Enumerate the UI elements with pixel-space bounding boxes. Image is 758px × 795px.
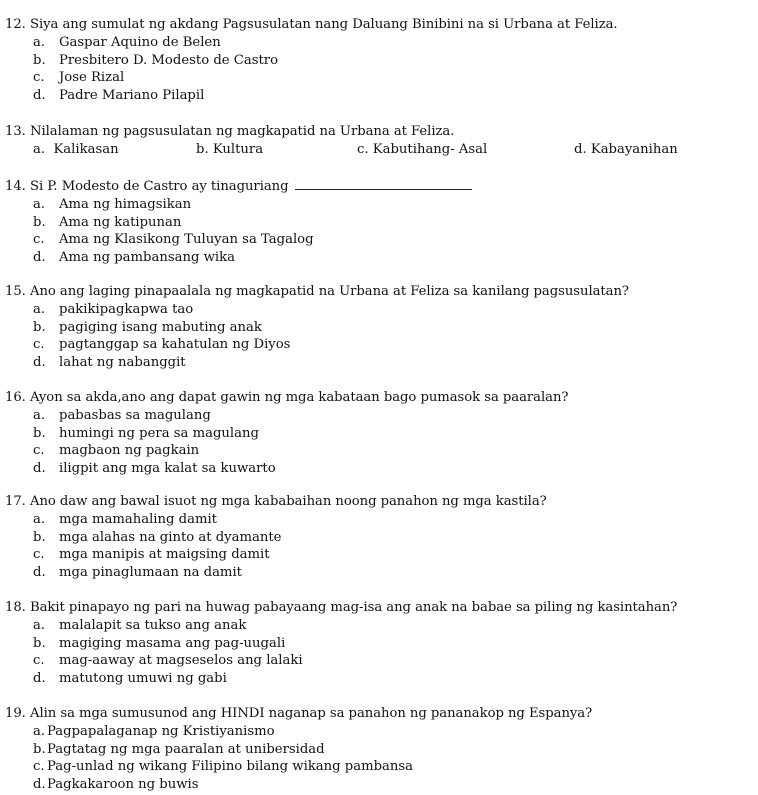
choice-text: pabasbas sa magulang bbox=[59, 408, 211, 423]
question-stem: 13. Nilalaman ng pagsusulatan ng magkapatid na Urbana at Feliza. bbox=[5, 124, 455, 139]
choice-text: Presbitero D. Modesto de Castro bbox=[59, 52, 279, 68]
choice-text: Jose Rizal bbox=[59, 70, 125, 86]
choice-list bbox=[5, 407, 757, 478]
question-stem: 16. Ayon sa akda,ano ang dapat gawin ng mga kabataan bago pumasok sa paaralan? bbox=[5, 390, 569, 405]
question-stem: 12. Siya ang sumulat ng akdang Pagsusulatan nang Daluang Binibini na si Urbana at Feliza. bbox=[5, 17, 618, 32]
choice-letter: b. bbox=[33, 529, 46, 545]
choice-letter: a. bbox=[33, 512, 46, 527]
choice-row bbox=[5, 141, 757, 159]
choice-text: Ama ng himagsikan bbox=[59, 197, 192, 212]
choice-text: humingi ng pera sa magulang bbox=[59, 425, 259, 441]
choice-letter: a. bbox=[33, 724, 46, 739]
choice-text: mga manipis at maigsing damit bbox=[59, 547, 270, 563]
question-14 bbox=[5, 177, 757, 267]
choice-a bbox=[5, 196, 757, 214]
question-stem: 17. Ano daw ang bawal isuot ng mga kababaihan noong panahon ng mga kastila? bbox=[5, 494, 547, 509]
choice-c bbox=[5, 546, 757, 564]
question-stem: 18. Bakit pinapayo ng pari na huwag pabayaang mag-isa ang anak na babae sa piling ng kasintahan? bbox=[5, 600, 678, 615]
choice-letter: b. bbox=[33, 319, 46, 335]
choice-b bbox=[5, 635, 757, 653]
choice-letter: b. bbox=[33, 425, 46, 441]
choice-letter: a. bbox=[33, 302, 46, 317]
choice-a bbox=[33, 141, 119, 159]
choice-d bbox=[5, 670, 757, 688]
choice-b bbox=[5, 529, 757, 547]
question-15 bbox=[5, 283, 757, 372]
question-18 bbox=[5, 599, 757, 688]
choice-b bbox=[5, 741, 757, 759]
choice-d bbox=[574, 141, 678, 159]
choice-text: matutong umuwi ng gabi bbox=[59, 671, 227, 687]
choice-letter: b. bbox=[196, 142, 209, 157]
choice-letter: d. bbox=[33, 461, 46, 477]
choice-a bbox=[5, 511, 757, 529]
choice-letter: a. bbox=[33, 35, 46, 50]
question-17 bbox=[5, 493, 757, 582]
choice-text: Padre Mariano Pilapil bbox=[59, 88, 205, 104]
choice-letter: a. bbox=[33, 197, 46, 212]
choice-letter: b. bbox=[33, 52, 46, 68]
choice-letter: c. bbox=[33, 547, 45, 563]
choice-letter: b. bbox=[33, 214, 46, 230]
choice-b bbox=[5, 319, 757, 337]
question-19 bbox=[5, 705, 757, 794]
choice-b bbox=[5, 214, 757, 232]
choice-c bbox=[5, 336, 757, 354]
choice-d bbox=[5, 776, 757, 794]
choice-list bbox=[5, 511, 757, 582]
choice-b bbox=[196, 141, 263, 159]
choice-d bbox=[5, 564, 757, 582]
choice-text: pagtanggap sa kahatulan ng Diyos bbox=[59, 337, 291, 353]
question-stem-text: 14. Si P. Modesto de Castro ay tinaguriang bbox=[5, 179, 289, 194]
question-16 bbox=[5, 389, 757, 478]
choice-a bbox=[5, 723, 757, 741]
choice-b bbox=[5, 425, 757, 443]
choice-letter: c. bbox=[33, 443, 45, 459]
choice-list bbox=[5, 301, 757, 372]
choice-text: Kabayanihan bbox=[590, 142, 678, 157]
choice-letter: d. bbox=[574, 142, 587, 157]
choice-letter: d. bbox=[33, 671, 46, 687]
choice-text: Kabutihang- Asal bbox=[372, 142, 488, 157]
choice-text: mga pinaglumaan na damit bbox=[59, 565, 242, 581]
choice-d bbox=[5, 87, 757, 105]
choice-letter: d. bbox=[33, 250, 46, 266]
answer-blank bbox=[295, 177, 472, 190]
choice-text: Pagtatag ng mga paaralan at unibersidad bbox=[47, 741, 325, 757]
choice-c bbox=[357, 141, 487, 159]
choice-text: lahat ng nabanggit bbox=[59, 355, 186, 371]
choice-text: pagiging isang mabuting anak bbox=[59, 319, 262, 335]
choice-text: Ama ng katipunan bbox=[59, 214, 182, 230]
choice-text: Ama ng pambansang wika bbox=[59, 250, 235, 266]
choice-c bbox=[5, 69, 757, 87]
choice-c bbox=[5, 652, 757, 670]
choice-letter: c. bbox=[33, 759, 45, 775]
choice-letter: d. bbox=[33, 88, 46, 104]
choice-text: Pagkakaroon ng buwis bbox=[47, 777, 199, 793]
choice-text: pakikipagkapwa tao bbox=[59, 302, 194, 317]
choice-letter: b. bbox=[33, 741, 46, 757]
choice-a bbox=[5, 617, 757, 635]
question-13 bbox=[5, 123, 757, 159]
choice-letter: d. bbox=[33, 777, 46, 793]
choice-c bbox=[5, 758, 757, 776]
choice-letter: a. bbox=[33, 618, 46, 633]
choice-text: mga mamahaling damit bbox=[59, 512, 217, 527]
choice-a bbox=[5, 407, 757, 425]
choice-list bbox=[5, 34, 757, 105]
choice-a bbox=[5, 301, 757, 319]
choice-letter: a. bbox=[33, 408, 46, 423]
question-stem bbox=[5, 177, 757, 196]
choice-text: Gaspar Aquino de Belen bbox=[59, 35, 221, 50]
choice-d bbox=[5, 354, 757, 372]
choice-text: Kalikasan bbox=[53, 142, 119, 157]
choice-letter: b. bbox=[33, 635, 46, 651]
choice-a bbox=[5, 34, 757, 52]
choice-letter: c. bbox=[33, 232, 45, 248]
choice-text: mag-aaway at magseselos ang lalaki bbox=[59, 653, 303, 669]
choice-letter: c. bbox=[33, 337, 45, 353]
choice-letter: c. bbox=[33, 653, 45, 669]
choice-text: Kultura bbox=[212, 142, 264, 157]
choice-letter: c. bbox=[33, 70, 45, 86]
choice-text: iligpit ang mga kalat sa kuwarto bbox=[59, 461, 276, 477]
choice-text: mga alahas na ginto at dyamante bbox=[59, 529, 282, 545]
choice-list bbox=[5, 617, 757, 688]
question-stem: 19. Alin sa mga sumusunod ang HINDI naganap sa panahon ng pananakop ng Espanya? bbox=[5, 706, 593, 721]
question-stem: 15. Ano ang laging pinapaalala ng magkapatid na Urbana at Feliza sa kanilang pagsusulatan? bbox=[5, 284, 629, 299]
choice-text: malalapit sa tukso ang anak bbox=[59, 618, 247, 633]
choice-text: magbaon ng pagkain bbox=[59, 443, 200, 459]
choice-list bbox=[5, 196, 757, 267]
choice-c bbox=[5, 442, 757, 460]
choice-letter: c. bbox=[357, 142, 369, 157]
choice-letter: a. bbox=[33, 142, 46, 157]
choice-c bbox=[5, 231, 757, 249]
choice-d bbox=[5, 460, 757, 478]
choice-d bbox=[5, 249, 757, 267]
choice-letter: d. bbox=[33, 355, 46, 371]
choice-letter: d. bbox=[33, 565, 46, 581]
choice-text: Pag-unlad ng wikang Filipino bilang wikang pambansa bbox=[47, 759, 414, 775]
choice-b bbox=[5, 52, 757, 70]
choice-list bbox=[5, 723, 757, 794]
choice-text: Pagpapalaganap ng Kristiyanismo bbox=[47, 724, 275, 739]
question-12 bbox=[5, 16, 757, 105]
choice-text: magiging masama ang pag-uugali bbox=[59, 635, 286, 651]
choice-text: Ama ng Klasikong Tuluyan sa Tagalog bbox=[59, 232, 314, 248]
